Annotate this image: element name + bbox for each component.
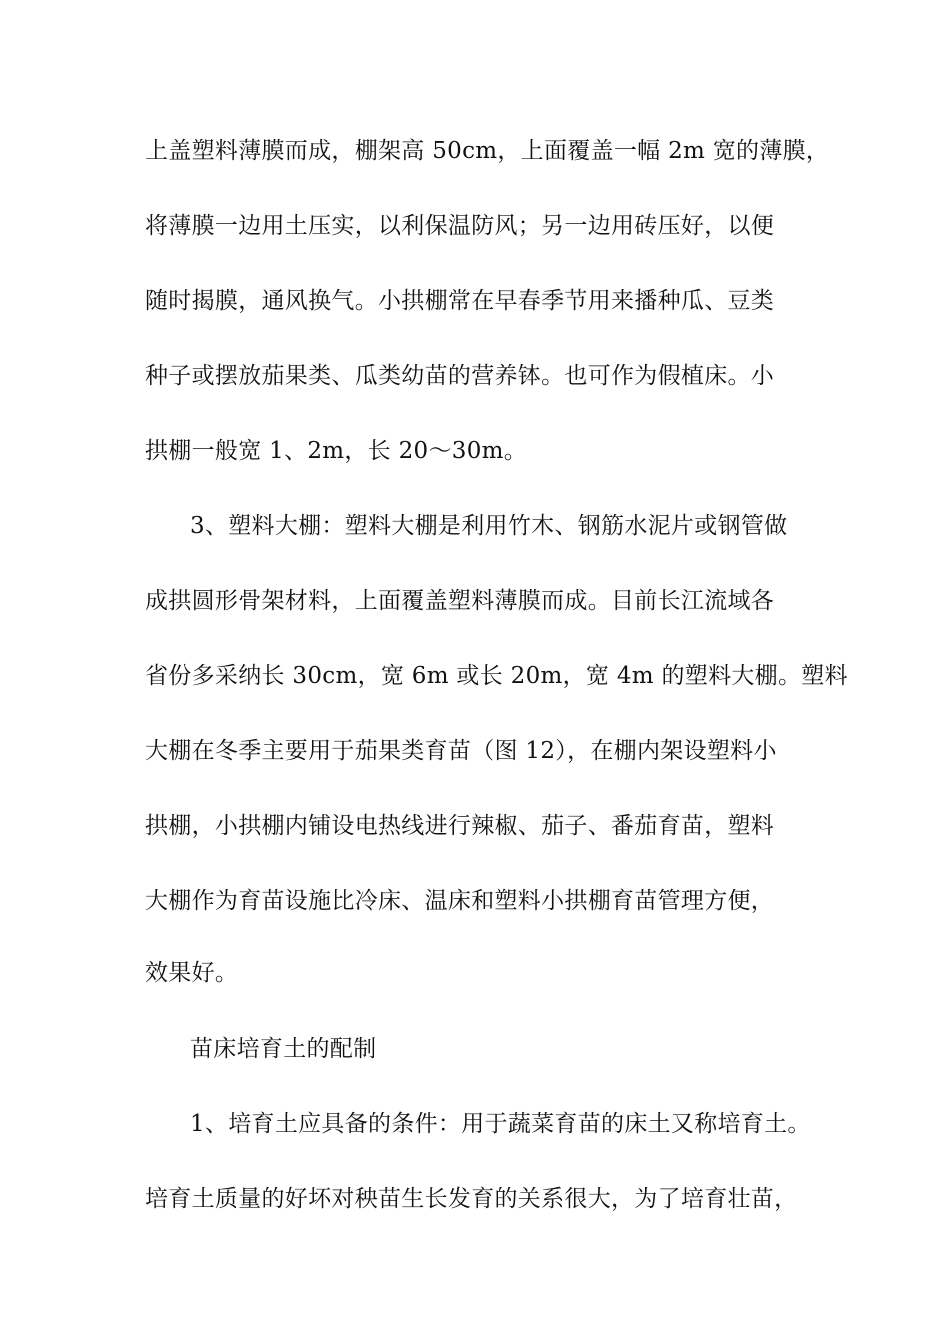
text-line: 上盖塑料薄膜而成，棚架高 50cm，上面覆盖一幅 2m 宽的薄膜， (145, 138, 830, 164)
text-line: 随时揭膜，通风换气。小拱棚常在早春季节用来播种瓜、豆类 (145, 288, 775, 314)
text-line: 拱棚一般宽 1、2m，长 20～30m。 (145, 438, 528, 464)
text-line: 省份多采纳长 30cm，宽 6m 或长 20m，宽 4m 的塑料大棚。塑料 (145, 663, 848, 689)
text-line: 拱棚，小拱棚内铺设电热线进行辣椒、茄子、番茄育苗，塑料 (145, 813, 775, 839)
paragraph-start-line: 1、培育土应具备的条件：用于蔬菜育苗的床土又称培育土。 (190, 1111, 811, 1137)
section-heading: 苗床培育土的配制 (190, 1036, 377, 1062)
text-line: 效果好。 (145, 960, 239, 986)
text-line: 培育土质量的好坏对秧苗生长发育的关系很大，为了培育壮苗， (145, 1186, 798, 1212)
text-line: 大棚在冬季主要用于茄果类育苗（图 12），在棚内架设塑料小 (145, 738, 777, 764)
text-line: 种子或摆放茄果类、瓜类幼苗的营养钵。也可作为假植床。小 (145, 363, 775, 389)
paragraph-start-line: 3、塑料大棚：塑料大棚是利用竹木、钢筋水泥片或钢管做 (190, 513, 788, 539)
text-line: 成拱圆形骨架材料，上面覆盖塑料薄膜而成。目前长江流域各 (145, 588, 775, 614)
text-line: 大棚作为育苗设施比冷床、温床和塑料小拱棚育苗管理方便， (145, 888, 775, 914)
text-line: 将薄膜一边用土压实，以利保温防风；另一边用砖压好，以便 (145, 213, 775, 239)
